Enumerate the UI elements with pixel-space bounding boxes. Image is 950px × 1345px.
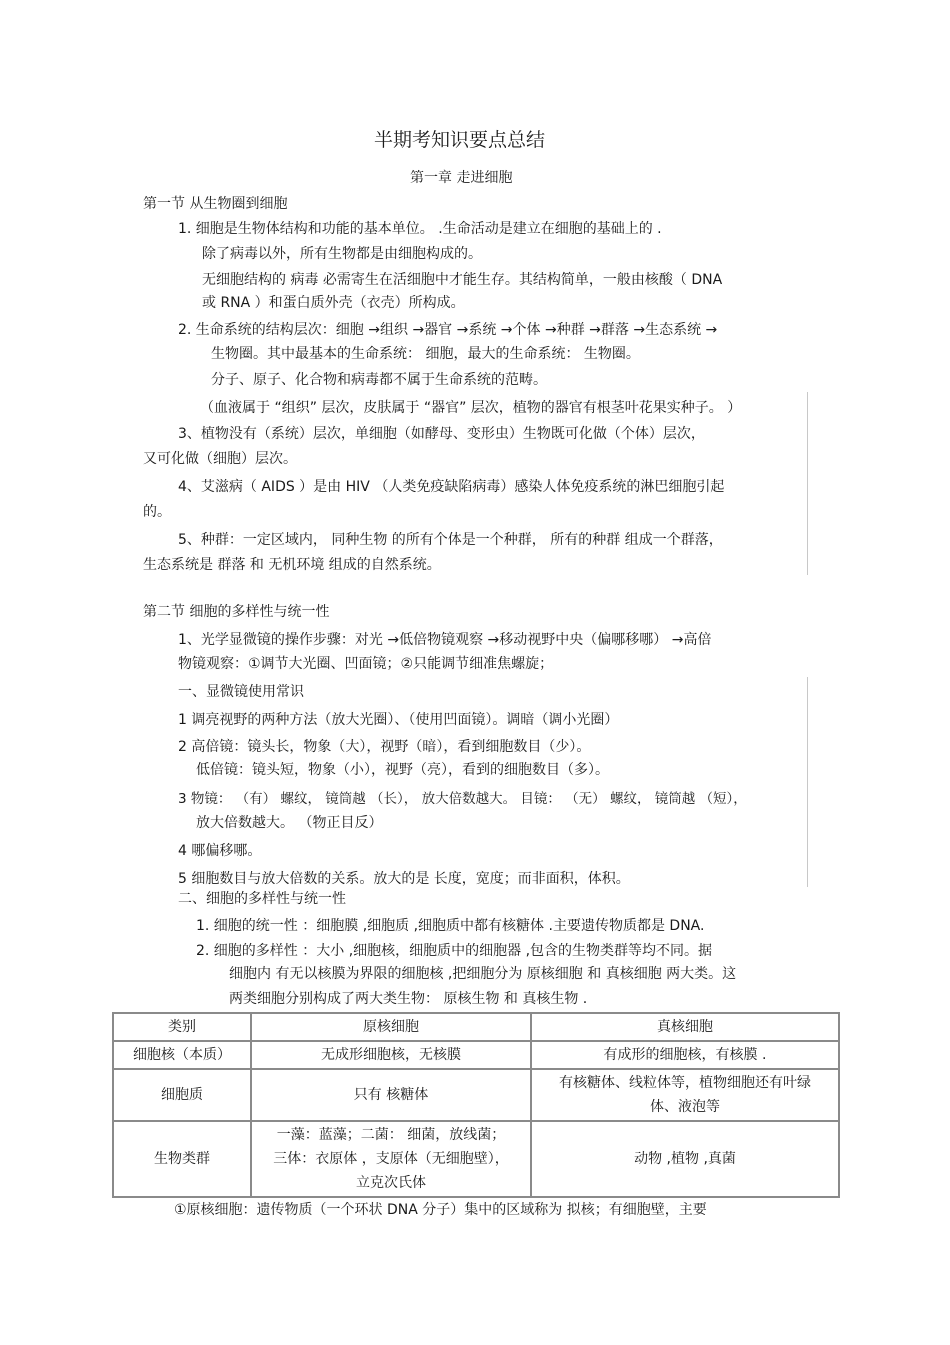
table-cell: 无成形细胞核，无核膜 [251, 1041, 531, 1069]
paragraph-line: 5 细胞数目与放大倍数的关系。放大的是 长度，宽度；而非面积，体积。 [178, 871, 630, 887]
section1-heading: 第一节 从生物圈到细胞 [143, 196, 288, 212]
paragraph-line: 无细胞结构的 病毒 必需寄生在活细胞中才能生存。其结构简单，一般由核酸（ DNA [202, 272, 723, 288]
paragraph-line: 低倍镜：镜头短，物象（小），视野（亮），看到的细胞数目（多）。 [196, 762, 609, 778]
table-header-cell: 真核细胞 [531, 1013, 839, 1041]
paragraph-line: 3、植物没有（系统）层次，单细胞（如酵母、变形虫）生物既可化做（个体）层次， [178, 426, 705, 442]
paragraph-line: （血液属于 “组织” 层次，皮肤属于 “器官” 层次，植物的器官有根茎叶花果实种子。 ） [200, 400, 742, 416]
paragraph-line: 物镜观察：①调节大光圈、凹面镜；②只能调节细准焦螺旋； [178, 656, 554, 672]
paragraph-line: 2. 细胞的多样性 ：大小 ,细胞核，细胞质中的细胞器 ,包含的生物类群等均不同。据 [196, 943, 713, 959]
paragraph-line: 1 调亮视野的两种方法（放大光圈）、（使用凹面镜）。调暗（调小光圈） [178, 712, 619, 728]
paragraph-line: 1. 细胞的统一性 ：细胞膜 ,细胞质 ,细胞质中都有核糖体 .主要遗传物质都是 DNA. [196, 918, 705, 934]
paragraph-line: 生物圈。其中最基本的生命系统： 细胞，最大的生命系统： 生物圈。 [211, 346, 640, 362]
paragraph-line: 又可化做（细胞）层次。 [143, 451, 297, 467]
table-header-cell: 类别 [113, 1013, 251, 1041]
paragraph-line: 分子、原子、化合物和病毒都不属于生命系统的范畴。 [211, 372, 547, 388]
page-title: 半期考知识要点总结 [374, 129, 546, 151]
table-cell: 有成形的细胞核，有核膜 . [531, 1041, 839, 1069]
table-cell: 有核糖体、线粒体等，植物细胞还有叶绿 体、液泡等 [531, 1069, 839, 1121]
paragraph-line: 3 物镜： （有） 螺纹， 镜筒越 （长）， 放大倍数越大。 目镜： （无） 螺纹， 镜筒越 （短）， [178, 791, 747, 807]
comparison-table [112, 1012, 840, 1198]
paragraph-line: 5、种群：一定区域内， 同种生物 的所有个体是一个种群， 所有的种群 组成一个群落， [178, 532, 723, 548]
paragraph-line: 生态系统是 群落 和 无机环境 组成的自然系统。 [143, 557, 441, 573]
paragraph-line: 一、显微镜使用常识 [178, 684, 304, 700]
paragraph-line: 两类细胞分别构成了两大类生物： 原核生物 和 真核生物 . [229, 991, 588, 1007]
paragraph-line: 4、艾滋病（ AIDS ）是由 HIV （人类免疫缺陷病毒）感染人体免疫系统的淋巴细胞引起 [178, 479, 725, 495]
paragraph-line: 1、光学显微镜的操作步骤：对光 →低倍物镜观察 →移动视野中央（偏哪移哪） →高倍 [178, 632, 712, 648]
paragraph-line: 二、细胞的多样性与统一性 [178, 891, 346, 907]
paragraph-line: 除了病毒以外，所有生物都是由细胞构成的。 [202, 246, 482, 262]
chapter-heading: 第一章 走进细胞 [410, 170, 513, 186]
paragraph-line: 或 RNA ）和蛋白质外壳（衣壳）所构成。 [202, 295, 465, 311]
bordered-block-line [807, 392, 808, 575]
section2-heading: 第二节 细胞的多样性与统一性 [143, 604, 330, 620]
table-cell: 一藻：蓝藻；二菌： 细菌，放线菌； 三体：衣原体 ，支原体（无细胞壁）， 立克次氏体 [251, 1121, 531, 1197]
paragraph-line: 2 高倍镜：镜头长，物象（大），视野（暗），看到细胞数目（少）。 [178, 739, 591, 755]
table-cell: 只有 核糖体 [251, 1069, 531, 1121]
paragraph-line: 4 哪偏移哪。 [178, 843, 262, 859]
paragraph-line: 2. 生命系统的结构层次：细胞 →组织 →器官 →系统 →个体 →种群 →群落 →生态系统 → [178, 322, 718, 338]
paragraph-line: ①原核细胞：遗传物质（一个环状 DNA 分子）集中的区域称为 拟核；有细胞壁，主要 [174, 1202, 707, 1218]
table-cell: 细胞核（本质） [113, 1041, 251, 1069]
paragraph-line: 放大倍数越大。 （物正目反） [196, 815, 383, 831]
table-cell: 细胞质 [113, 1069, 251, 1121]
bordered-block-line [807, 677, 808, 887]
paragraph-line: 细胞内 有无以核膜为界限的细胞核 ,把细胞分为 原核细胞 和 真核细胞 两大类。这 [229, 966, 737, 982]
paragraph-line: 1. 细胞是生物体结构和功能的基本单位。 .生命活动是建立在细胞的基础上的 . [178, 221, 662, 237]
table-cell: 生物类群 [113, 1121, 251, 1197]
paragraph-line: 的。 [143, 504, 171, 520]
table-header-cell: 原核细胞 [251, 1013, 531, 1041]
table-cell: 动物 ,植物 ,真菌 [531, 1121, 839, 1197]
